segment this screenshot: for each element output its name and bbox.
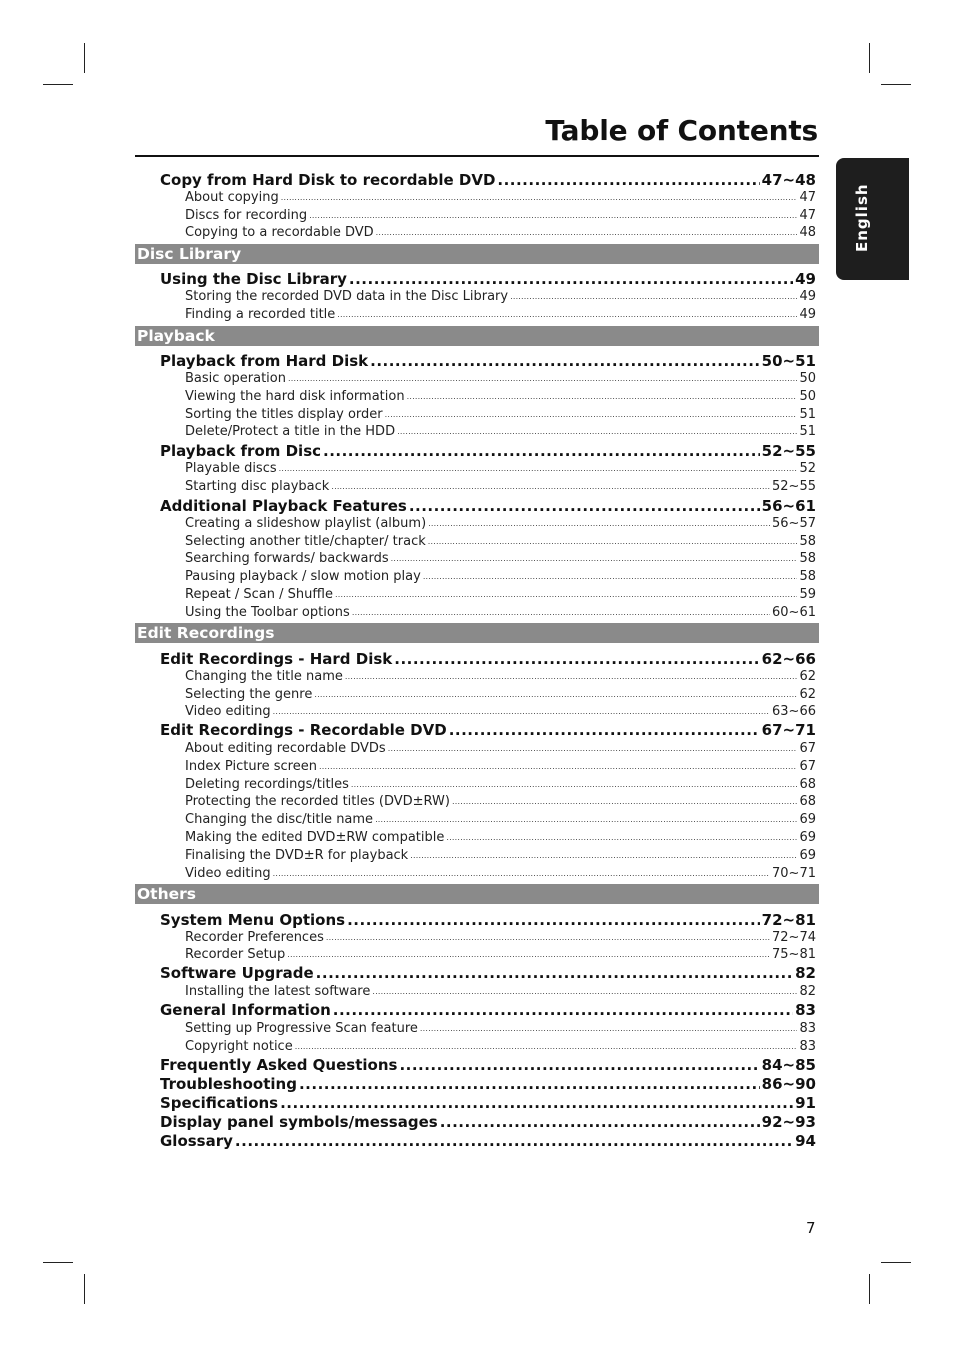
toc-subentry xyxy=(185,306,816,323)
toc-entry xyxy=(160,497,816,516)
toc-entry-title: Creating a slideshow playlist (album) xyxy=(185,516,427,531)
toc-entry xyxy=(160,1075,816,1094)
toc-page-number: 62~66 xyxy=(761,650,816,668)
dot-leader xyxy=(309,207,797,224)
toc-entry-title: Video editing xyxy=(185,704,271,719)
dot-leader xyxy=(280,1094,793,1113)
toc-entry-title: Storing the recorded DVD data in the Disc Library xyxy=(185,289,509,304)
dot-leader xyxy=(323,442,760,461)
toc-entry-title: Changing the title name xyxy=(185,669,343,684)
toc-page-number: 68 xyxy=(799,794,816,809)
toc-page-number: 49 xyxy=(799,307,816,322)
toc-subentry xyxy=(185,811,816,828)
toc-entry-title: Searching forwards/ backwards xyxy=(185,551,389,566)
toc-entry-title: Using the Toolbar options xyxy=(185,605,350,620)
toc-subentry xyxy=(185,776,816,793)
toc-entry-title: Glossary xyxy=(160,1132,233,1150)
toc-subentry xyxy=(185,370,816,387)
toc-entry-title: Software Upgrade xyxy=(160,964,314,982)
dot-leader xyxy=(281,189,798,206)
toc-entry-title: Additional Playback Features xyxy=(160,497,407,515)
toc-subentry xyxy=(185,207,816,224)
toc-page-number: 52~55 xyxy=(761,442,816,460)
dot-leader xyxy=(372,983,797,1000)
toc-page-number: 72~74 xyxy=(772,930,816,945)
toc-entry-title: Changing the disc/title name xyxy=(185,812,374,827)
toc-entry-title: Discs for recording xyxy=(185,208,308,223)
dot-leader xyxy=(273,703,770,720)
dot-leader xyxy=(314,686,797,703)
dot-leader xyxy=(449,721,760,740)
toc-entry-title: Setting up Progressive Scan feature xyxy=(185,1021,418,1036)
dot-leader xyxy=(440,1113,760,1132)
toc-entry xyxy=(160,171,816,190)
toc-page-number: 49 xyxy=(795,270,816,288)
toc-entry-title: Specifications xyxy=(160,1094,279,1112)
toc-page-number: 52~55 xyxy=(772,479,816,494)
toc-entry-title: Pausing playback / slow motion play xyxy=(185,569,421,584)
dot-leader xyxy=(376,224,798,241)
toc-subentry xyxy=(185,946,816,963)
toc-entry-title: Frequently Asked Questions xyxy=(160,1056,398,1074)
toc-entry xyxy=(160,352,816,371)
toc-entry-title: Protecting the recorded titles (DVD±RW) xyxy=(185,794,450,809)
toc-entry-title: Edit Recordings - Recordable DVD xyxy=(160,721,447,739)
toc-page-number: 69 xyxy=(799,812,816,827)
dot-leader xyxy=(446,829,797,846)
toc-page-number: 50 xyxy=(799,371,816,386)
toc-page-number: 59 xyxy=(799,587,816,602)
toc-page-number: 92~93 xyxy=(761,1113,816,1131)
toc-page-number: 83 xyxy=(799,1021,816,1036)
toc-page-number: 48 xyxy=(799,225,816,240)
toc-page-number: 47 xyxy=(799,208,816,223)
toc-entry-title: Recorder Setup xyxy=(185,947,286,962)
toc-page-number: 50 xyxy=(799,389,816,404)
toc-subentry xyxy=(185,568,816,585)
toc-entry xyxy=(160,442,816,461)
toc-subentry xyxy=(185,550,816,567)
dot-leader xyxy=(428,533,798,550)
toc-page-number: 49 xyxy=(799,289,816,304)
dot-leader xyxy=(288,370,797,387)
toc-entry-title: Viewing the hard disk information xyxy=(185,389,405,404)
toc-subentry xyxy=(185,668,816,685)
toc-entry-title: Sorting the titles display order xyxy=(185,407,383,422)
page-number: 7 xyxy=(806,1219,816,1237)
dot-leader xyxy=(391,550,798,567)
toc-entry xyxy=(160,1094,816,1113)
toc-subentry xyxy=(185,793,816,810)
dot-leader xyxy=(399,1056,759,1075)
toc-entry-title: Installing the latest software xyxy=(185,984,371,999)
dot-leader xyxy=(287,946,770,963)
toc-page-number: 72~81 xyxy=(761,911,816,929)
dot-leader xyxy=(510,288,797,305)
toc-subentry xyxy=(185,478,816,495)
crop-mark xyxy=(84,1274,85,1304)
toc-page-number: 69 xyxy=(799,848,816,863)
toc-entry-title: Recorder Preferences xyxy=(185,930,324,945)
toc-entry xyxy=(160,1113,816,1132)
toc-entry-title: Edit Recordings - Hard Disk xyxy=(160,650,393,668)
toc-subentry xyxy=(185,586,816,603)
crop-mark xyxy=(869,1274,870,1304)
toc-entry-title: Copyright notice xyxy=(185,1039,293,1054)
dot-leader xyxy=(345,668,798,685)
toc-entry-title: About copying xyxy=(185,190,279,205)
toc-subentry xyxy=(185,515,816,532)
dot-leader xyxy=(352,604,770,621)
toc-page-number: 83 xyxy=(795,1001,816,1019)
toc-subentry xyxy=(185,460,816,477)
toc-page-number: 51 xyxy=(799,424,816,439)
dot-leader xyxy=(295,1038,798,1055)
toc-entry xyxy=(160,721,816,740)
toc-page-number: 56~57 xyxy=(772,516,816,531)
toc-subentry xyxy=(185,740,816,757)
toc-page-number: 82 xyxy=(795,964,816,982)
section-header: Edit Recordings xyxy=(135,623,819,643)
toc-page-number: 58 xyxy=(799,551,816,566)
toc-entry-title: Finding a recorded title xyxy=(185,307,336,322)
dot-leader xyxy=(273,865,770,882)
toc-subentry xyxy=(185,983,816,1000)
toc-entry-title: Starting disc playback xyxy=(185,479,330,494)
toc-entry-title: Selecting another title/chapter/ track xyxy=(185,534,426,549)
toc-subentry xyxy=(185,604,816,621)
section-header: Playback xyxy=(135,326,819,346)
toc-subentry xyxy=(185,1038,816,1055)
toc-page-number: 83 xyxy=(799,1039,816,1054)
dot-leader xyxy=(385,406,798,423)
dot-leader xyxy=(331,478,770,495)
toc-entry-title: Copy from Hard Disk to recordable DVD xyxy=(160,171,496,189)
section-header: Disc Library xyxy=(135,244,819,264)
section-header: Others xyxy=(135,884,819,904)
dot-leader xyxy=(347,911,760,930)
dot-leader xyxy=(394,650,759,669)
toc-subentry xyxy=(185,703,816,720)
toc-page-number: 52 xyxy=(799,461,816,476)
toc-subentry xyxy=(185,224,816,241)
toc-entry xyxy=(160,650,816,669)
toc-entry xyxy=(160,270,816,289)
dot-leader xyxy=(316,964,793,983)
dot-leader xyxy=(420,1020,798,1037)
toc-entry xyxy=(160,1001,816,1020)
toc-subentry xyxy=(185,388,816,405)
dot-leader xyxy=(335,586,798,603)
toc-entry-title: Deleting recordings/titles xyxy=(185,777,349,792)
toc-page-number: 47 xyxy=(799,190,816,205)
dot-leader xyxy=(375,811,797,828)
toc-subentry xyxy=(185,758,816,775)
toc-entry-title: Playback from Hard Disk xyxy=(160,352,369,370)
toc-page-number: 58 xyxy=(799,569,816,584)
toc-entry-title: Index Picture screen xyxy=(185,759,317,774)
toc-page-number: 69 xyxy=(799,830,816,845)
crop-mark xyxy=(43,1262,73,1263)
toc-entry-title: Playable discs xyxy=(185,461,277,476)
toc-entry xyxy=(160,911,816,930)
toc-page-number: 84~85 xyxy=(761,1056,816,1074)
toc-entry-title: Selecting the genre xyxy=(185,687,313,702)
toc-entry-title: Repeat / Scan / Shuffle xyxy=(185,587,333,602)
dot-leader xyxy=(326,929,770,946)
toc-entry xyxy=(160,1056,816,1075)
toc-entry-title: Finalising the DVD±R for playback xyxy=(185,848,409,863)
crop-mark xyxy=(881,1262,911,1263)
toc-subentry xyxy=(185,423,816,440)
dot-leader xyxy=(407,388,798,405)
toc-page-number: 62 xyxy=(799,687,816,702)
toc-entry-title: Basic operation xyxy=(185,371,286,386)
toc-entry xyxy=(160,964,816,983)
toc-entry-title: Troubleshooting xyxy=(160,1075,297,1093)
dot-leader xyxy=(349,270,793,289)
toc-page-number: 68 xyxy=(799,777,816,792)
toc-subentry xyxy=(185,533,816,550)
dot-leader xyxy=(397,423,797,440)
dot-leader xyxy=(279,460,798,477)
dot-leader xyxy=(428,515,770,532)
toc-page-number: 70~71 xyxy=(772,866,816,881)
dot-leader xyxy=(497,171,759,190)
dot-leader xyxy=(409,497,760,516)
toc-subentry xyxy=(185,829,816,846)
dot-leader xyxy=(410,847,797,864)
toc-entry-title: General Information xyxy=(160,1001,331,1019)
toc-page-number: 86~90 xyxy=(761,1075,816,1093)
toc-page-number: 62 xyxy=(799,669,816,684)
toc-page-number: 50~51 xyxy=(761,352,816,370)
dot-leader xyxy=(452,793,797,810)
toc-page-number: 82 xyxy=(799,984,816,999)
toc-entry-title: Playback from Disc xyxy=(160,442,322,460)
toc-subentry xyxy=(185,865,816,882)
toc-page-number: 67 xyxy=(799,759,816,774)
dot-leader xyxy=(370,352,760,371)
language-tab-label: English xyxy=(853,183,871,252)
dot-leader xyxy=(235,1132,793,1151)
toc-subentry xyxy=(185,929,816,946)
toc-entry-title: Video editing xyxy=(185,866,271,881)
toc-page-number: 67 xyxy=(799,741,816,756)
toc-entry xyxy=(160,1132,816,1151)
toc-page-number: 60~61 xyxy=(772,605,816,620)
toc-subentry xyxy=(185,189,816,206)
toc-subentry xyxy=(185,686,816,703)
dot-leader xyxy=(388,740,798,757)
toc-subentry xyxy=(185,1020,816,1037)
toc-entry-title: Display panel symbols/messages xyxy=(160,1113,438,1131)
toc-page-number: 75~81 xyxy=(772,947,816,962)
dot-leader xyxy=(337,306,797,323)
dot-leader xyxy=(333,1001,793,1020)
toc-page-number: 94 xyxy=(795,1132,816,1150)
toc-page-number: 63~66 xyxy=(772,704,816,719)
toc-subentry xyxy=(185,406,816,423)
toc-page-number: 47~48 xyxy=(761,171,816,189)
toc-entry-title: About editing recordable DVDs xyxy=(185,741,386,756)
dot-leader xyxy=(351,776,798,793)
toc-page-number: 51 xyxy=(799,407,816,422)
page-title: Table of Contents xyxy=(545,114,818,147)
toc-entry-title: Using the Disc Library xyxy=(160,270,347,288)
toc-page-number: 91 xyxy=(795,1094,816,1112)
toc-entry-title: System Menu Options xyxy=(160,911,346,929)
toc-subentry xyxy=(185,288,816,305)
dot-leader xyxy=(299,1075,760,1094)
toc-page-number: 67~71 xyxy=(761,721,816,739)
toc-subentry xyxy=(185,847,816,864)
toc-page-number: 56~61 xyxy=(761,497,816,515)
toc-page-number: 58 xyxy=(799,534,816,549)
toc-entry-title: Copying to a recordable DVD xyxy=(185,225,374,240)
dot-leader xyxy=(423,568,798,585)
toc-entry-title: Making the edited DVD±RW compatible xyxy=(185,830,445,845)
toc-entry-title: Delete/Protect a title in the HDD xyxy=(185,424,396,439)
dot-leader xyxy=(319,758,797,775)
